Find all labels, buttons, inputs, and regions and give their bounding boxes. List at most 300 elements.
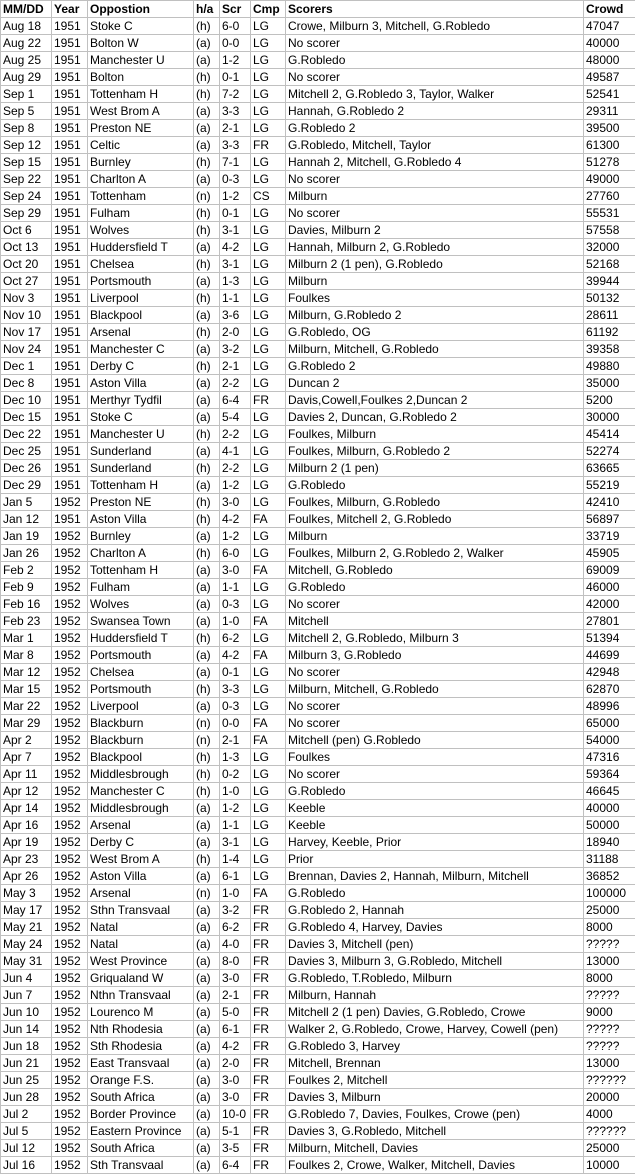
scorers-cell: Crowe, Milburn 3, Mitchell, G.Robledo	[286, 18, 584, 35]
date-cell: Apr 19	[1, 834, 52, 851]
scorers-cell: Hannah, Milburn 2, G.Robledo	[286, 239, 584, 256]
crowd-cell: 18940	[584, 834, 635, 851]
crowd-cell: 47316	[584, 749, 635, 766]
date-cell: Nov 24	[1, 341, 52, 358]
home-away-cell: (n)	[194, 715, 220, 732]
opposition-cell: Manchester U	[88, 52, 194, 69]
table-row	[1, 766, 635, 783]
scorers-cell: Walker 2, G.Robledo, Crowe, Harvey, Cowell (pen)	[286, 1021, 584, 1038]
home-away-cell: (a)	[194, 171, 220, 188]
year-cell: 1952	[52, 562, 88, 579]
table-row	[1, 494, 635, 511]
opposition-cell: Aston Villa	[88, 868, 194, 885]
score-cell: 4-0	[220, 936, 251, 953]
table-row	[1, 1140, 635, 1157]
year-cell: 1952	[52, 1106, 88, 1123]
score-cell: 4-1	[220, 443, 251, 460]
year-cell: 1951	[52, 18, 88, 35]
home-away-cell: (a)	[194, 52, 220, 69]
competition-cell: FA	[251, 732, 286, 749]
competition-cell: FR	[251, 137, 286, 154]
crowd-cell: 46645	[584, 783, 635, 800]
crowd-cell: 48000	[584, 52, 635, 69]
scorers-cell: G.Robledo 2	[286, 358, 584, 375]
score-cell: 5-4	[220, 409, 251, 426]
scorers-cell: Milburn	[286, 188, 584, 205]
score-cell: 1-3	[220, 273, 251, 290]
date-cell: Jan 5	[1, 494, 52, 511]
competition-cell: FR	[251, 970, 286, 987]
table-row	[1, 936, 635, 953]
year-cell: 1952	[52, 783, 88, 800]
competition-cell: FR	[251, 953, 286, 970]
date-cell: Apr 2	[1, 732, 52, 749]
crowd-cell: ?????	[584, 1021, 635, 1038]
table-row	[1, 171, 635, 188]
opposition-cell: Wolves	[88, 222, 194, 239]
competition-cell: LG	[251, 817, 286, 834]
opposition-cell: South Africa	[88, 1140, 194, 1157]
table-row	[1, 919, 635, 936]
opposition-cell: West Brom A	[88, 103, 194, 120]
home-away-cell: (n)	[194, 188, 220, 205]
year-cell: 1952	[52, 987, 88, 1004]
date-cell: Dec 29	[1, 477, 52, 494]
year-cell: 1952	[52, 1004, 88, 1021]
score-cell: 2-1	[220, 987, 251, 1004]
year-cell: 1952	[52, 834, 88, 851]
home-away-cell: (a)	[194, 137, 220, 154]
score-cell: 2-2	[220, 460, 251, 477]
date-cell: Mar 15	[1, 681, 52, 698]
scorers-cell: No scorer	[286, 698, 584, 715]
competition-cell: LG	[251, 256, 286, 273]
scorers-cell: Mitchell, Brennan	[286, 1055, 584, 1072]
table-row	[1, 1123, 635, 1140]
competition-cell: FA	[251, 562, 286, 579]
opposition-cell: Preston NE	[88, 120, 194, 137]
opposition-cell: Burnley	[88, 528, 194, 545]
scorers-cell: Milburn 2 (1 pen)	[286, 460, 584, 477]
home-away-cell: (h)	[194, 205, 220, 222]
year-cell: 1951	[52, 324, 88, 341]
date-cell: Jul 12	[1, 1140, 52, 1157]
score-cell: 3-0	[220, 494, 251, 511]
date-cell: Jun 28	[1, 1089, 52, 1106]
scorers-cell: Hannah, G.Robledo 2	[286, 103, 584, 120]
year-cell: 1952	[52, 800, 88, 817]
table-row	[1, 409, 635, 426]
year-cell: 1951	[52, 239, 88, 256]
scorers-cell: No scorer	[286, 596, 584, 613]
opposition-cell: Wolves	[88, 596, 194, 613]
opposition-cell: Arsenal	[88, 817, 194, 834]
crowd-cell: 4000	[584, 1106, 635, 1123]
table-row	[1, 460, 635, 477]
year-cell: 1951	[52, 375, 88, 392]
home-away-cell: (a)	[194, 1038, 220, 1055]
competition-cell: LG	[251, 341, 286, 358]
score-cell: 2-2	[220, 426, 251, 443]
opposition-cell: Lourenco M	[88, 1004, 194, 1021]
scorers-cell: Davies, Milburn 2	[286, 222, 584, 239]
date-cell: Feb 23	[1, 613, 52, 630]
score-cell: 3-0	[220, 1089, 251, 1106]
scorers-cell: G.Robledo	[286, 477, 584, 494]
date-cell: Sep 12	[1, 137, 52, 154]
table-row	[1, 562, 635, 579]
home-away-cell: (h)	[194, 222, 220, 239]
table-row	[1, 1106, 635, 1123]
competition-cell: LG	[251, 154, 286, 171]
score-cell: 8-0	[220, 953, 251, 970]
scorers-cell: G.Robledo 7, Davies, Foulkes, Crowe (pen)	[286, 1106, 584, 1123]
date-cell: Mar 22	[1, 698, 52, 715]
score-cell: 3-3	[220, 137, 251, 154]
date-cell: Nov 17	[1, 324, 52, 341]
table-row	[1, 1055, 635, 1072]
year-cell: 1952	[52, 902, 88, 919]
table-row	[1, 596, 635, 613]
crowd-cell: 40000	[584, 800, 635, 817]
competition-cell: LG	[251, 273, 286, 290]
crowd-cell: 35000	[584, 375, 635, 392]
home-away-cell: (a)	[194, 409, 220, 426]
table-row	[1, 35, 635, 52]
date-cell: Feb 2	[1, 562, 52, 579]
competition-cell: FA	[251, 613, 286, 630]
home-away-cell: (a)	[194, 392, 220, 409]
home-away-cell: (h)	[194, 681, 220, 698]
crowd-cell: 52274	[584, 443, 635, 460]
score-cell: 0-0	[220, 35, 251, 52]
date-cell: Aug 22	[1, 35, 52, 52]
date-cell: May 3	[1, 885, 52, 902]
scorers-cell: G.Robledo, OG	[286, 324, 584, 341]
date-cell: Sep 22	[1, 171, 52, 188]
home-away-cell: (a)	[194, 647, 220, 664]
year-cell: 1952	[52, 851, 88, 868]
table-row	[1, 273, 635, 290]
opposition-cell: Border Province	[88, 1106, 194, 1123]
competition-cell: LG	[251, 460, 286, 477]
home-away-cell: (a)	[194, 1140, 220, 1157]
opposition-cell: Blackburn	[88, 732, 194, 749]
competition-cell: LG	[251, 205, 286, 222]
opposition-cell: Aston Villa	[88, 511, 194, 528]
table-row	[1, 834, 635, 851]
score-cell: 3-1	[220, 834, 251, 851]
crowd-cell: 5200	[584, 392, 635, 409]
score-cell: 6-0	[220, 545, 251, 562]
year-cell: 1952	[52, 936, 88, 953]
score-cell: 6-4	[220, 1157, 251, 1174]
scorers-cell: G.Robledo	[286, 783, 584, 800]
competition-cell: LG	[251, 375, 286, 392]
score-cell: 0-3	[220, 596, 251, 613]
date-cell: Jan 26	[1, 545, 52, 562]
year-cell: 1951	[52, 443, 88, 460]
score-cell: 2-2	[220, 375, 251, 392]
crowd-cell: ?????	[584, 936, 635, 953]
competition-cell: LG	[251, 494, 286, 511]
crowd-cell: 28611	[584, 307, 635, 324]
home-away-cell: (h)	[194, 426, 220, 443]
competition-cell: FR	[251, 392, 286, 409]
table-row	[1, 137, 635, 154]
scorers-cell: Milburn 3, G.Robledo	[286, 647, 584, 664]
home-away-cell: (a)	[194, 1004, 220, 1021]
header-competition: Cmp	[251, 1, 286, 18]
score-cell: 1-0	[220, 613, 251, 630]
competition-cell: LG	[251, 698, 286, 715]
score-cell: 1-1	[220, 290, 251, 307]
home-away-cell: (a)	[194, 919, 220, 936]
home-away-cell: (h)	[194, 494, 220, 511]
opposition-cell: Celtic	[88, 137, 194, 154]
scorers-cell: Mitchell 2, G.Robledo 3, Taylor, Walker	[286, 86, 584, 103]
competition-cell: LG	[251, 766, 286, 783]
competition-cell: LG	[251, 69, 286, 86]
date-cell: Sep 1	[1, 86, 52, 103]
crowd-cell: 100000	[584, 885, 635, 902]
table-row	[1, 154, 635, 171]
opposition-cell: Swansea Town	[88, 613, 194, 630]
year-cell: 1952	[52, 953, 88, 970]
scorers-cell: Foulkes, Milburn, G.Robledo 2	[286, 443, 584, 460]
year-cell: 1951	[52, 409, 88, 426]
home-away-cell: (h)	[194, 86, 220, 103]
home-away-cell: (h)	[194, 851, 220, 868]
opposition-cell: Stoke C	[88, 18, 194, 35]
opposition-cell: Stoke C	[88, 409, 194, 426]
score-cell: 1-2	[220, 800, 251, 817]
competition-cell: LG	[251, 630, 286, 647]
opposition-cell: Sthn Transvaal	[88, 902, 194, 919]
competition-cell: LG	[251, 307, 286, 324]
score-cell: 3-3	[220, 681, 251, 698]
competition-cell: FR	[251, 987, 286, 1004]
competition-cell: LG	[251, 18, 286, 35]
scorers-cell: Mitchell (pen) G.Robledo	[286, 732, 584, 749]
crowd-cell: 25000	[584, 902, 635, 919]
table-row	[1, 120, 635, 137]
crowd-cell: 47047	[584, 18, 635, 35]
crowd-cell: 42410	[584, 494, 635, 511]
table-row	[1, 1089, 635, 1106]
home-away-cell: (h)	[194, 358, 220, 375]
score-cell: 6-2	[220, 919, 251, 936]
scorers-cell: Harvey, Keeble, Prior	[286, 834, 584, 851]
crowd-cell: 13000	[584, 1055, 635, 1072]
year-cell: 1952	[52, 715, 88, 732]
competition-cell: LG	[251, 86, 286, 103]
opposition-cell: Middlesbrough	[88, 800, 194, 817]
date-cell: Sep 8	[1, 120, 52, 137]
date-cell: Mar 29	[1, 715, 52, 732]
opposition-cell: East Transvaal	[88, 1055, 194, 1072]
competition-cell: LG	[251, 783, 286, 800]
date-cell: Jun 21	[1, 1055, 52, 1072]
score-cell: 3-0	[220, 970, 251, 987]
crowd-cell: ?????	[584, 987, 635, 1004]
home-away-cell: (a)	[194, 613, 220, 630]
table-row	[1, 86, 635, 103]
year-cell: 1951	[52, 52, 88, 69]
table-row	[1, 188, 635, 205]
opposition-cell: Burnley	[88, 154, 194, 171]
date-cell: Apr 16	[1, 817, 52, 834]
year-cell: 1952	[52, 1072, 88, 1089]
home-away-cell: (a)	[194, 902, 220, 919]
scorers-cell: Foulkes, Mitchell 2, G.Robledo	[286, 511, 584, 528]
table-row	[1, 800, 635, 817]
year-cell: 1951	[52, 69, 88, 86]
crowd-cell: 49587	[584, 69, 635, 86]
table-row	[1, 970, 635, 987]
table-row	[1, 511, 635, 528]
competition-cell: LG	[251, 290, 286, 307]
crowd-cell: 10000	[584, 1157, 635, 1174]
opposition-cell: Fulham	[88, 579, 194, 596]
opposition-cell: Liverpool	[88, 290, 194, 307]
date-cell: Apr 26	[1, 868, 52, 885]
score-cell: 2-1	[220, 358, 251, 375]
home-away-cell: (h)	[194, 290, 220, 307]
score-cell: 1-2	[220, 188, 251, 205]
year-cell: 1952	[52, 698, 88, 715]
scorers-cell: Davies 3, G.Robledo, Mitchell	[286, 1123, 584, 1140]
date-cell: Jan 19	[1, 528, 52, 545]
score-cell: 6-1	[220, 1021, 251, 1038]
scorers-cell: No scorer	[286, 664, 584, 681]
competition-cell: FA	[251, 715, 286, 732]
date-cell: Jan 12	[1, 511, 52, 528]
competition-cell: LG	[251, 477, 286, 494]
crowd-cell: 8000	[584, 970, 635, 987]
competition-cell: LG	[251, 239, 286, 256]
score-cell: 1-1	[220, 817, 251, 834]
opposition-cell: Nth Rhodesia	[88, 1021, 194, 1038]
table-row	[1, 52, 635, 69]
competition-cell: FR	[251, 1089, 286, 1106]
score-cell: 1-2	[220, 52, 251, 69]
table-row	[1, 868, 635, 885]
score-cell: 4-2	[220, 511, 251, 528]
scorers-cell: Mitchell	[286, 613, 584, 630]
table-row	[1, 613, 635, 630]
table-row	[1, 545, 635, 562]
date-cell: Mar 12	[1, 664, 52, 681]
crowd-cell: 49880	[584, 358, 635, 375]
scorers-cell: G.Robledo, T.Robledo, Milburn	[286, 970, 584, 987]
date-cell: Jun 14	[1, 1021, 52, 1038]
score-cell: 0-3	[220, 171, 251, 188]
table-row	[1, 630, 635, 647]
home-away-cell: (a)	[194, 528, 220, 545]
table-row	[1, 1021, 635, 1038]
year-cell: 1952	[52, 970, 88, 987]
home-away-cell: (a)	[194, 664, 220, 681]
header-score: Scr	[220, 1, 251, 18]
score-cell: 0-0	[220, 715, 251, 732]
scorers-cell: Foulkes	[286, 290, 584, 307]
table-row	[1, 732, 635, 749]
date-cell: Sep 29	[1, 205, 52, 222]
score-cell: 5-1	[220, 1123, 251, 1140]
score-cell: 6-0	[220, 18, 251, 35]
table-row	[1, 307, 635, 324]
home-away-cell: (a)	[194, 375, 220, 392]
opposition-cell: Middlesbrough	[88, 766, 194, 783]
opposition-cell: Portsmouth	[88, 647, 194, 664]
home-away-cell: (a)	[194, 103, 220, 120]
home-away-cell: (n)	[194, 885, 220, 902]
year-cell: 1951	[52, 205, 88, 222]
opposition-cell: Derby C	[88, 834, 194, 851]
table-body	[1, 18, 635, 1174]
scorers-cell: Davies 2, Duncan, G.Robledo 2	[286, 409, 584, 426]
opposition-cell: Orange F.S.	[88, 1072, 194, 1089]
year-cell: 1952	[52, 664, 88, 681]
header-date: MM/DD	[1, 1, 52, 18]
home-away-cell: (a)	[194, 341, 220, 358]
score-cell: 7-1	[220, 154, 251, 171]
score-cell: 1-3	[220, 749, 251, 766]
opposition-cell: Nthn Transvaal	[88, 987, 194, 1004]
home-away-cell: (a)	[194, 579, 220, 596]
competition-cell: LG	[251, 664, 286, 681]
crowd-cell: 20000	[584, 1089, 635, 1106]
scorers-cell: G.Robledo 2	[286, 120, 584, 137]
scorers-cell: Milburn 2 (1 pen), G.Robledo	[286, 256, 584, 273]
date-cell: Sep 15	[1, 154, 52, 171]
score-cell: 3-6	[220, 307, 251, 324]
home-away-cell: (a)	[194, 970, 220, 987]
table-row	[1, 681, 635, 698]
score-cell: 0-1	[220, 69, 251, 86]
year-cell: 1951	[52, 256, 88, 273]
home-away-cell: (a)	[194, 1055, 220, 1072]
year-cell: 1952	[52, 613, 88, 630]
year-cell: 1951	[52, 460, 88, 477]
year-cell: 1952	[52, 528, 88, 545]
date-cell: Nov 3	[1, 290, 52, 307]
home-away-cell: (a)	[194, 800, 220, 817]
table-row	[1, 239, 635, 256]
year-cell: 1952	[52, 1089, 88, 1106]
date-cell: Oct 13	[1, 239, 52, 256]
score-cell: 0-3	[220, 698, 251, 715]
crowd-cell: 55531	[584, 205, 635, 222]
crowd-cell: 56897	[584, 511, 635, 528]
year-cell: 1952	[52, 647, 88, 664]
table-row	[1, 664, 635, 681]
table-row	[1, 358, 635, 375]
crowd-cell: 9000	[584, 1004, 635, 1021]
year-cell: 1951	[52, 86, 88, 103]
score-cell: 3-5	[220, 1140, 251, 1157]
date-cell: Apr 23	[1, 851, 52, 868]
table-row	[1, 528, 635, 545]
year-cell: 1952	[52, 545, 88, 562]
opposition-cell: Manchester U	[88, 426, 194, 443]
date-cell: Dec 10	[1, 392, 52, 409]
date-cell: Jul 5	[1, 1123, 52, 1140]
score-cell: 0-2	[220, 766, 251, 783]
crowd-cell: ??????	[584, 1123, 635, 1140]
year-cell: 1951	[52, 290, 88, 307]
